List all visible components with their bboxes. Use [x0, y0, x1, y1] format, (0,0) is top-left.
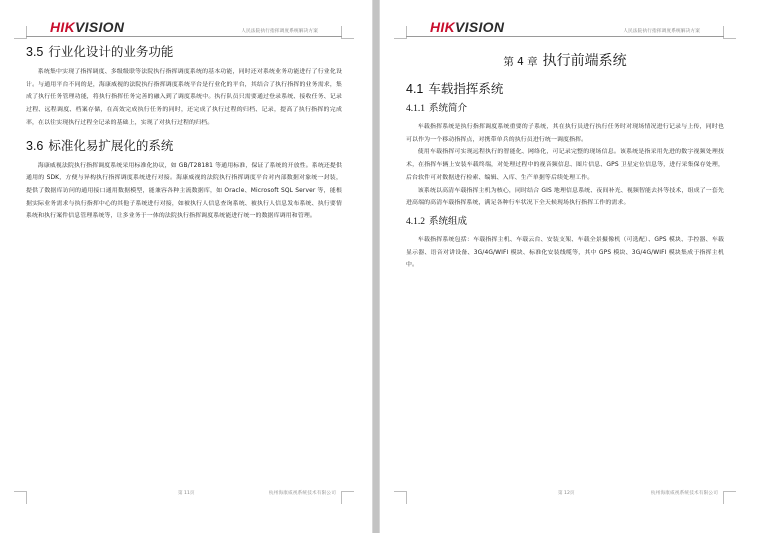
body-paragraph: 车载指挥系统是执行指挥调度系统重要的子系统，其在执行员进行执行任务时对现场情况进行记录与上传，同时也可以作为一个移动指挥点，对携带单兵的执行员进行统一调度指挥。: [406, 124, 724, 143]
page-footer: [406, 490, 724, 500]
header-title: 人民法院执行指挥调度系统解决方案: [623, 29, 700, 34]
section-heading-3-5: [26, 44, 342, 60]
subsection-heading-4-1-2: [406, 216, 724, 229]
logo-hik-text: HIK: [50, 19, 76, 35]
section-number: 3.5: [26, 45, 44, 59]
page-footer: [26, 490, 342, 500]
crop-mark-bottom-right: [723, 491, 736, 504]
logo-hik-text: HIK: [430, 19, 456, 35]
body-paragraph: 车载指挥系统包括：车载指挥主机、车载云台、安装支架、车载全景摄像机（可选配）、GPS 模块、手控器、车载显示器、语音对讲设备、3G/4G/WIFI 模块、标准化安装线缆等，其中 GPS 模块、3G/4G/WIFI 模块集成于指挥主机中。: [406, 236, 724, 269]
section-heading-3-6: [26, 138, 342, 154]
section-title: 标准化易扩展化的系统: [48, 138, 174, 153]
logo-vision-text: VISION: [75, 19, 125, 35]
crop-mark-top-right: [341, 26, 354, 39]
subsection-number: 4.1.2: [406, 216, 425, 227]
logo-vision-text: VISION: [455, 19, 505, 35]
subsection-title: 系统简介: [429, 104, 468, 114]
company-name: 杭州海康威视系统技术有限公司: [268, 491, 336, 496]
page-content: [406, 52, 724, 272]
page-number: 第 11页: [178, 491, 195, 496]
page-gutter: [372, 0, 380, 533]
section-heading-4-1: [406, 81, 724, 97]
chapter-name: 执行前端系统: [542, 53, 627, 69]
page-number: 第 12页: [558, 491, 575, 496]
section-number: 3.6: [26, 138, 44, 153]
section-number: 4.1: [406, 82, 424, 96]
body-paragraph: 系统集中实现了指挥调度、多级级联等法院执行指挥调度系统的基本功能，同时还对系统业务功能进行了行业化设计。与通用平台不同的是，海康威视的法院执行指挥调度系统平台是行业化的平台，其结合了执行指挥的业务需求，集成了执行任务管理功能，将执行指挥任务完善的融入到了调度系统中。执行队员只需要通过登录系统、接收任务、记录过程、远程调度、档案存储，在高效完成执行任务的同时，还完成了执行过程的归档、记录，提高了执行指挥的完成率，在以往实现执行过程全记录的基础上，实现了对执行过程的归档。: [26, 69, 342, 126]
section-title: 行业化设计的业务功能: [48, 45, 174, 59]
body-paragraph: 海康威视法院执行指挥调度系统采用标准化协议，如 GB/T28181 等通用标准，保证了系统的开放性。系统还提供通用的 SDK，方便与异构执行指挥调度系统进行对接。海康威视的法院执行指挥调度平台对内部数据对象统一封装，提供了数据库访问的通用接口通用数据模型，能兼容各种主流数据库，如 Oracle、Microsoft SQL Server 等，能根据实际业务需求与执行指挥中心的其他子系统进行对接，如被执行人信息查询系统、被执行人信息发布系统、执行要情系统和执行案件信息管理系统等，让多业务于一体的法院执行指挥调度系统能进行统一的数据库调用和管理。: [26, 162, 342, 220]
hikvision-logo: [50, 20, 124, 34]
crop-mark-top-right: [723, 26, 736, 39]
document-page-11: [0, 0, 372, 533]
subsection-title: 系统组成: [429, 216, 468, 227]
chapter-title: [406, 52, 724, 71]
company-name: 杭州海康威视系统技术有限公司: [650, 491, 718, 496]
subsection-number: 4.1.1: [406, 104, 425, 114]
hikvision-logo: [430, 20, 504, 34]
document-page-12: [380, 0, 760, 533]
chapter-label: 第 4 章: [503, 56, 538, 68]
body-paragraph: 使用车载指挥可实现远程执行的智能化、网络化，可记录完整的现场信息。该系统是指采用先进的数字视频处理技术，在指挥车辆上安装车载终端，对处理过程中的视音频信息、图片信息、GPS 卫星定位信息等，进行采集保存处理，后台软件可对数据进行检索、编辑、入库、生产单据等后续处理工作。: [406, 149, 724, 181]
page-header: [406, 20, 724, 37]
crop-mark-bottom-right: [341, 491, 354, 504]
page-header: [26, 20, 342, 37]
subsection-heading-4-1-1: [406, 103, 724, 116]
page-content: [26, 44, 342, 223]
header-title: 人民法院执行指挥调度系统解决方案: [241, 29, 318, 34]
section-title: 车载指挥系统: [428, 82, 504, 96]
body-paragraph: 该系统以高清车载指挥主机为核心，同时结合 GIS 地理信息系统、夜间补光、视频智能去抖等技术，组成了一套先进高端的高清车载指挥系统，满足各种行车状况下全天候现场执行指挥工作的需求。: [406, 187, 724, 207]
